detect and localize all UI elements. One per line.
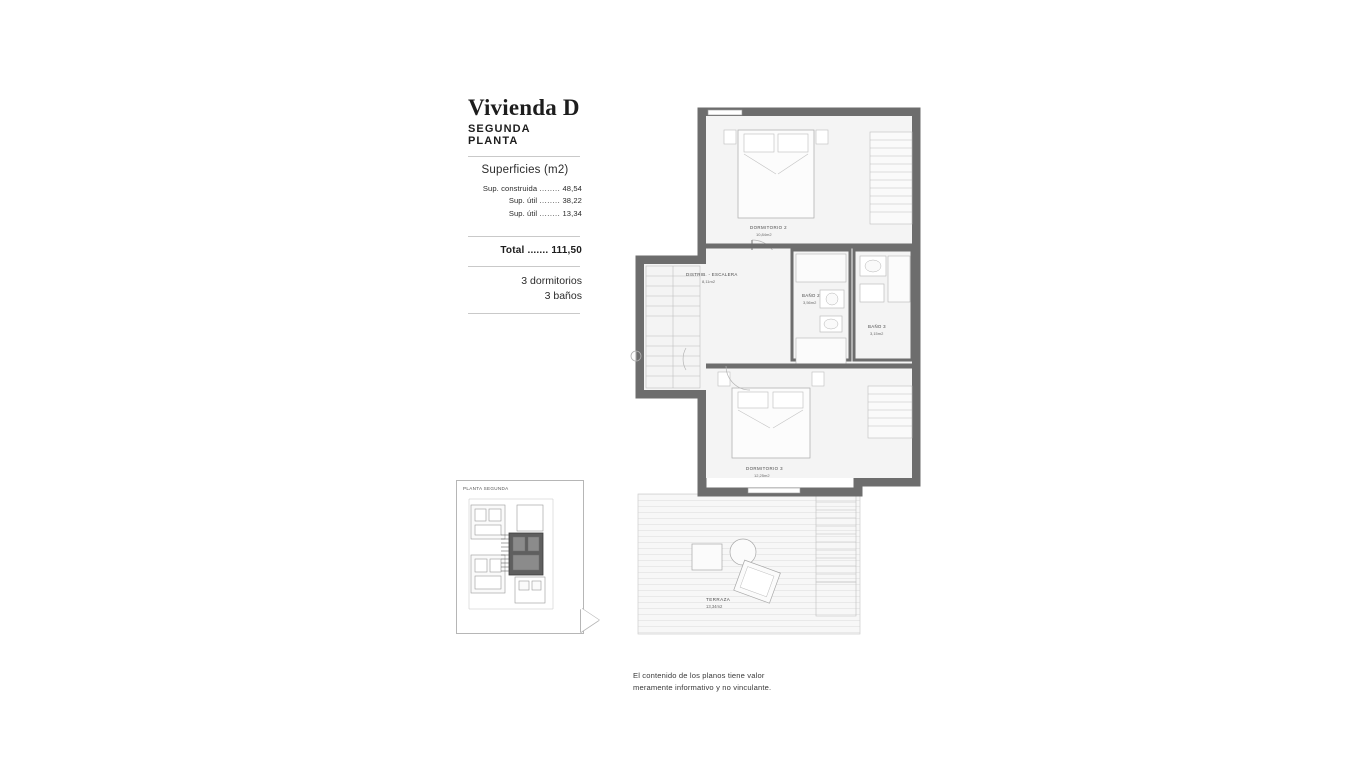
svg-text:DORMITORIO 2: DORMITORIO 2 [750,225,787,230]
divider [468,236,580,237]
total-label: Total [500,245,525,257]
svg-text:3,56m2: 3,56m2 [803,300,817,305]
surface-dots: ........ [539,184,561,194]
key-plan-label: PLANTA SEGUNDA [463,486,509,491]
floorplan [630,104,930,649]
svg-text:3,15m2: 3,15m2 [870,331,884,336]
svg-text:BAÑO 3: BAÑO 3 [868,324,886,329]
svg-text:13,34m2: 13,34m2 [706,604,723,609]
surface-label: Sup. útil [508,208,538,218]
disclaimer-line-2: meramente informativo y no vinculante. [633,682,772,692]
floorplan-drawing [630,104,930,649]
room-terraza [638,494,860,634]
disclaimer [633,670,863,694]
surface-value: 38,22 [562,196,582,206]
room-bano-3 [854,250,912,360]
page-title: Vivienda D [468,95,580,120]
surface-row [468,183,582,195]
key-plan-highlight [501,533,543,575]
summary-bedrooms: 3 dormitorios [521,275,582,288]
key-plan-drawing [457,481,581,631]
room-bano-2 [792,250,850,364]
surface-dots: ........ [539,196,561,206]
svg-text:12,25m2: 12,25m2 [754,473,770,478]
divider [468,266,580,267]
svg-text:TERRAZA: TERRAZA [706,597,731,602]
key-plan-pointer [581,608,599,632]
svg-text:DORMITORIO 3: DORMITORIO 3 [746,466,783,471]
divider [468,156,580,157]
svg-text:BAÑO 2: BAÑO 2 [802,293,820,298]
room-dormitorio-3 [706,366,912,493]
disclaimer-line-1: El contenido de los planos tiene valor [633,671,765,680]
surface-value: 48,54 [562,184,582,194]
surface-dots: ........ [539,208,561,218]
total-row [468,244,582,257]
surfaces-heading: Superficies (m2) [481,164,569,177]
plan-info-panel [468,96,582,321]
total-value: 111,50 [551,245,582,257]
divider [468,313,580,314]
key-plan [456,480,584,634]
svg-text:DISTRIB. - ESCALERA: DISTRIB. - ESCALERA [686,272,738,277]
svg-text:10,84m2: 10,84m2 [756,232,772,237]
surface-value: 13,34 [562,208,582,218]
summary-bathrooms: 3 baños [544,290,582,303]
svg-text:8,11m2: 8,11m2 [702,279,716,284]
surface-label: Sup. construida [482,184,538,194]
surface-label: Sup. útil [508,196,538,206]
plan-subtitle: SEGUNDA PLANTA [468,123,531,148]
total-dots: ....... [527,245,549,257]
surface-row [468,208,582,220]
surface-row [468,195,582,207]
